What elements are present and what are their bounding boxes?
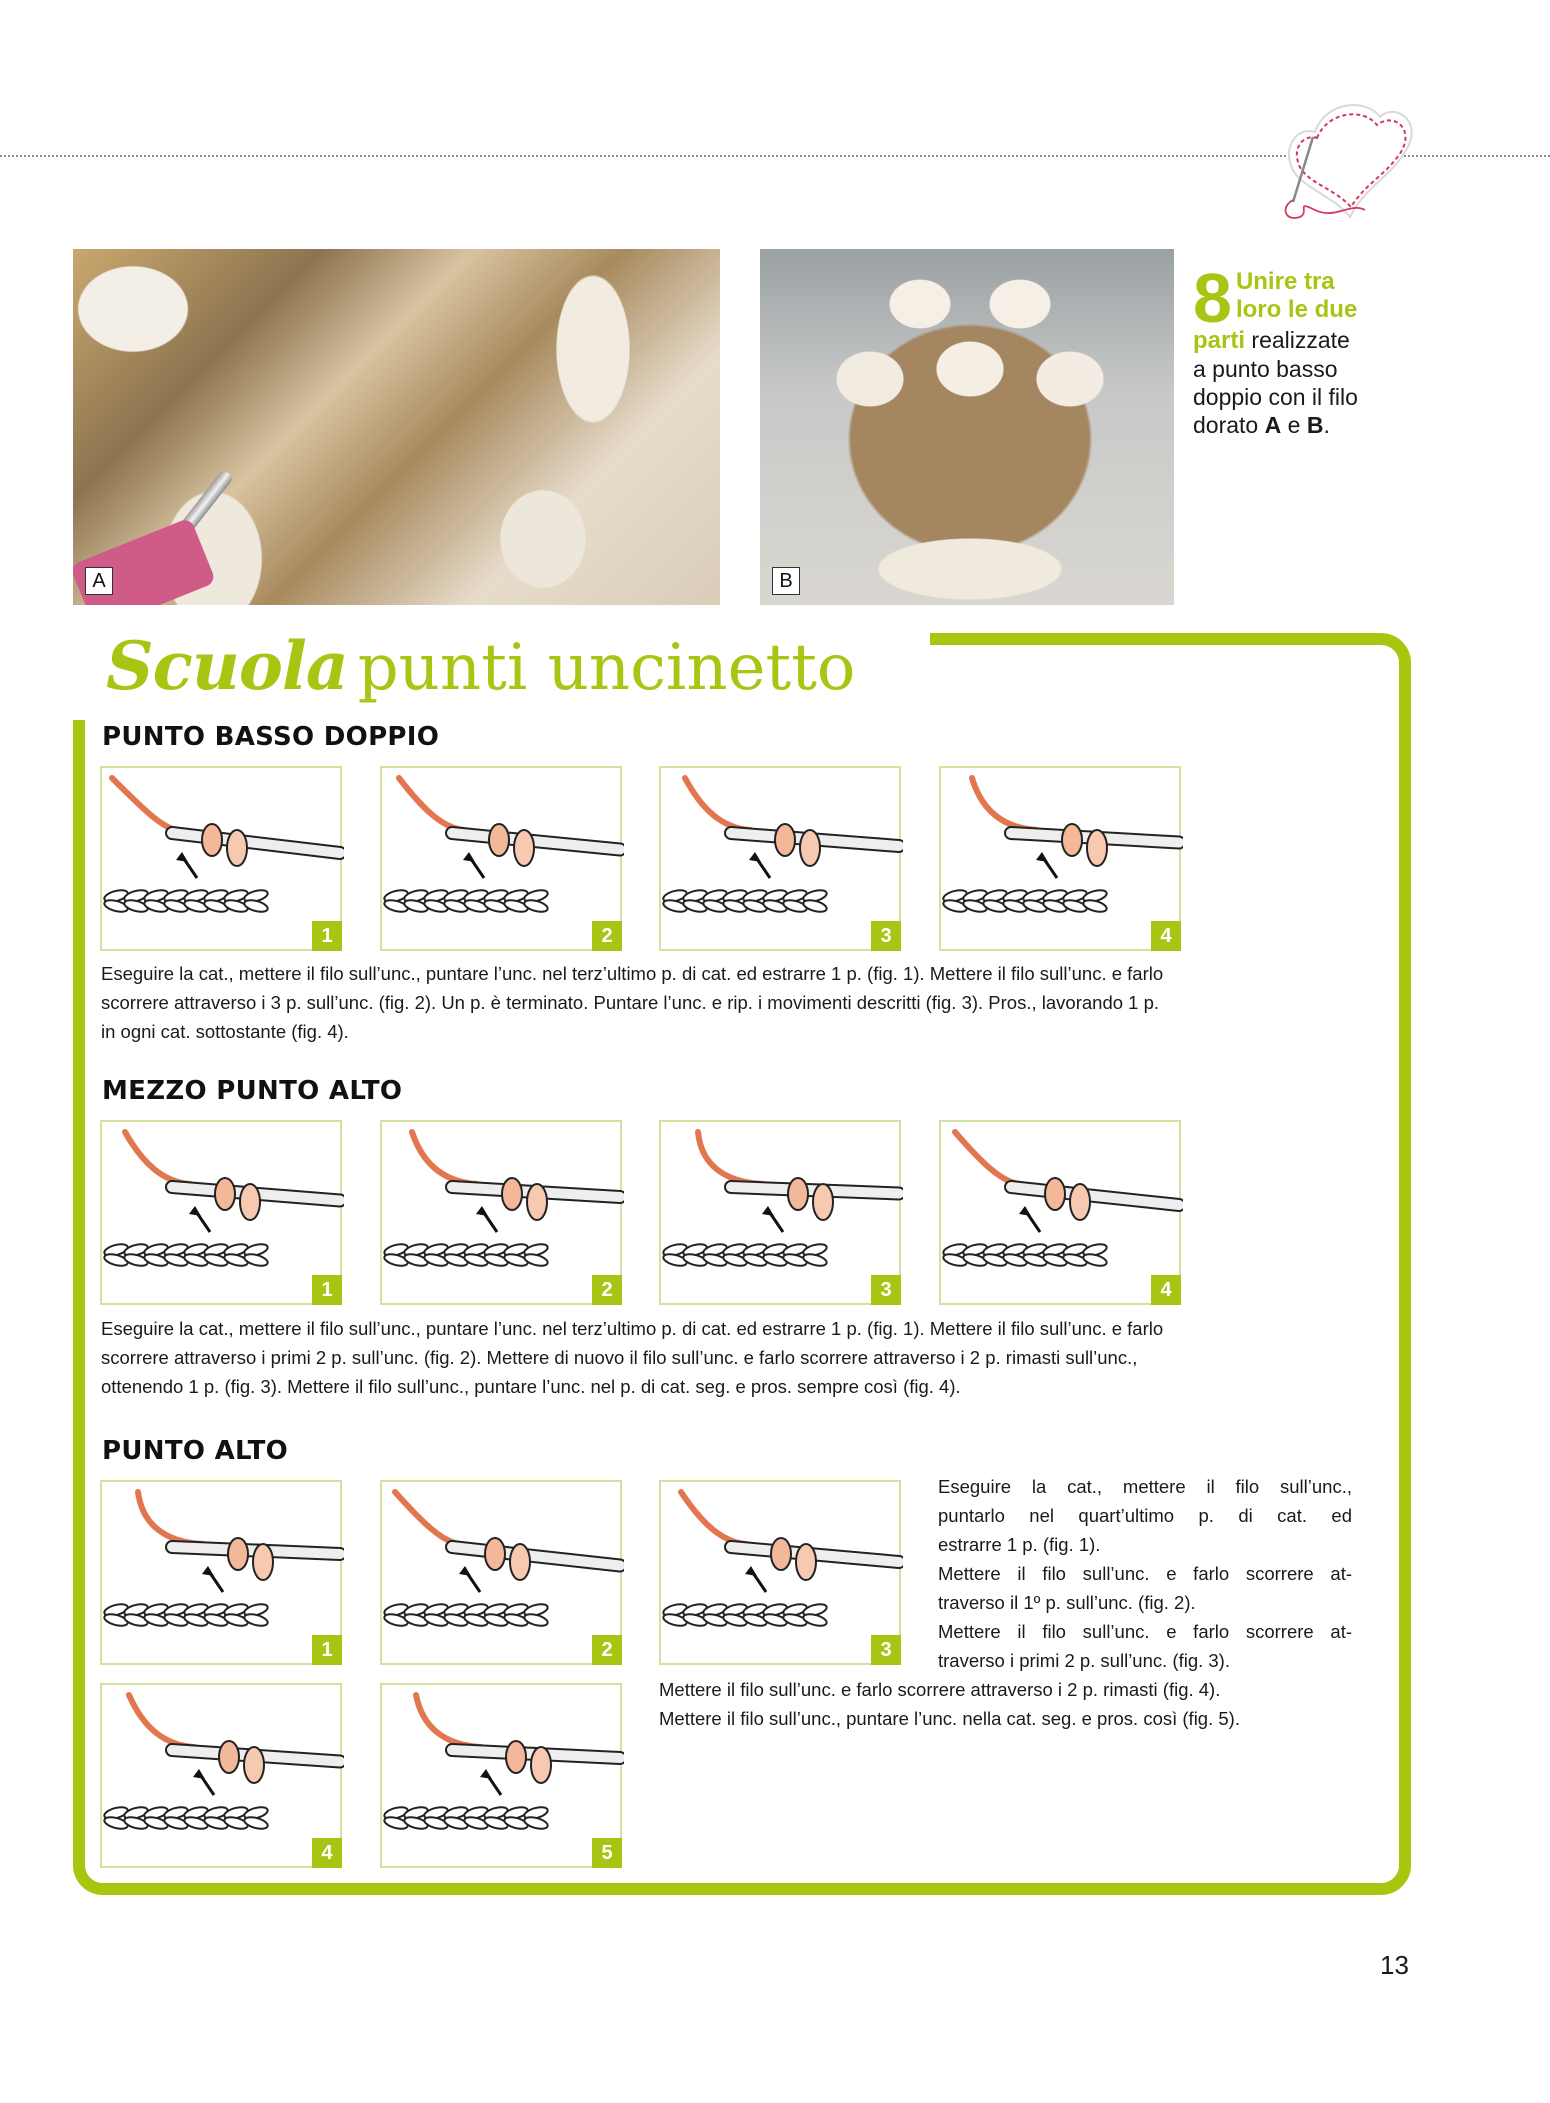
text-line: Eseguire la cat., mettere il filo sull’unc., puntare l’unc. nel terz’ultimo p. di cat. ed estrarre 1 p. (fig. 1). Mettere il filo sull’unc. e farlo: [101, 1318, 1164, 1339]
section-title-punto-alto: PUNTO ALTO: [102, 1436, 289, 1466]
step-bold-a: A: [1264, 412, 1282, 438]
figure-number-badge: 4: [1151, 921, 1181, 951]
figure-number-badge: 3: [871, 1275, 901, 1305]
crochet-illustration: [102, 768, 344, 953]
step-text-6: dorato: [1193, 412, 1265, 438]
stitch-figure: [100, 766, 342, 951]
step-end: .: [1323, 412, 1330, 438]
figure-number-badge: 1: [312, 1635, 342, 1665]
stitch-figure: [100, 1120, 342, 1305]
title-script: Scuola: [106, 627, 348, 705]
section-2-description: [101, 1314, 1361, 1401]
step-8-caption: [1193, 259, 1423, 439]
heart-needle-icon: [1255, 92, 1425, 232]
crochet-illustration: [102, 1482, 344, 1667]
text-line: traverso il 1º p. sull’unc. (fig. 2).: [938, 1592, 1196, 1613]
crochet-illustration: [382, 1482, 624, 1667]
stitch-figure: [659, 766, 901, 951]
stitch-figure: [659, 1480, 901, 1665]
text-line: Eseguire la cat., mettere il filo sull’unc., puntare l’unc. nel terz’ultimo p. di cat. ed estrarre 1 p. (fig. 1). Mettere il filo sull’unc. e farlo: [101, 963, 1164, 984]
step-line-3: [1193, 326, 1423, 355]
stitch-figure: [380, 1480, 622, 1665]
figure-number-badge: 2: [592, 1275, 622, 1305]
stitch-figure: [939, 1120, 1181, 1305]
step-highlight-1: Unire tra: [1235, 268, 1335, 295]
crochet-illustration: [382, 1122, 624, 1307]
text-line: in ogni cat. sottostante (fig. 4).: [101, 1021, 349, 1042]
section-title-punto-basso-doppio: PUNTO BASSO DOPPIO: [102, 722, 440, 752]
figure-number-badge: 3: [871, 1635, 901, 1665]
stitch-figure: [380, 766, 622, 951]
figure-number-badge: 1: [312, 921, 342, 951]
text-line: puntarlo nel quart’ultimo p. di cat. ed: [938, 1505, 1352, 1526]
crochet-illustration: [382, 768, 624, 953]
step-number: 8: [1193, 259, 1232, 337]
crochet-illustration: [382, 1685, 624, 1870]
step-line-5: doppio con il filo: [1193, 384, 1358, 410]
crochet-illustration: [661, 768, 903, 953]
step-highlight-3: parti: [1193, 327, 1246, 354]
section-1-description: [101, 959, 1361, 1046]
text-line: scorrere attraverso i 3 p. sull’unc. (fig. 2). Un p. è terminato. Puntare l’unc. e rip. i movimenti descritti (fig. 3). Pros., lavorando 1 p.: [101, 992, 1160, 1013]
crochet-illustration: [102, 1122, 344, 1307]
text-line: ottenendo 1 p. (fig. 3). Mettere il filo sull’unc., puntare l’unc. nel p. di cat. seg. e pros. sempre così (fig. 4).: [101, 1376, 961, 1397]
figure-number-badge: 5: [592, 1838, 622, 1868]
text-line: Mettere il filo sull’unc. e farlo scorrere attraverso i 2 p. rimasti (fig. 4).: [659, 1679, 1221, 1700]
step-text-3: realizzate: [1245, 327, 1350, 353]
section-3-bottom-description: [659, 1675, 1379, 1733]
figure-number-badge: 1: [312, 1275, 342, 1305]
figure-number-badge: 4: [312, 1838, 342, 1868]
figure-number-badge: 2: [592, 921, 622, 951]
text-line: estrarre 1 p. (fig. 1).: [938, 1534, 1101, 1555]
section-3-side-description: [938, 1472, 1352, 1675]
stitch-figure: [100, 1480, 342, 1665]
figure-number-badge: 2: [592, 1635, 622, 1665]
step-line-6: [1193, 411, 1423, 439]
step-line-4: a punto basso: [1193, 356, 1338, 382]
stitch-figure: [659, 1120, 901, 1305]
page-number: 13: [1380, 1950, 1409, 1980]
text-line: Eseguire la cat., mettere il filo sull’unc.,: [938, 1476, 1352, 1497]
stitch-figure: [939, 766, 1181, 951]
photo-label-b: B: [772, 567, 800, 595]
crochet-illustration: [661, 1122, 903, 1307]
section-title-mezzo-punto-alto: MEZZO PUNTO ALTO: [102, 1076, 403, 1106]
crochet-illustration: [941, 1122, 1183, 1307]
text-line: Mettere il filo sull’unc., puntare l’unc. nella cat. seg. e pros. così (fig. 5).: [659, 1708, 1240, 1729]
photo-b: [760, 249, 1174, 605]
school-title: [106, 627, 855, 705]
step-bold-b: B: [1306, 412, 1324, 438]
text-line: scorrere attraverso i primi 2 p. sull’unc. (fig. 2). Mettere di nuovo il filo sull’unc. e farlo scorrere attraverso i 2 p. rimasti sull’unc.,: [101, 1347, 1138, 1368]
step-highlight-2: loro le due: [1235, 296, 1358, 323]
crochet-illustration: [941, 768, 1183, 953]
text-line: Mettere il filo sull’unc. e farlo scorrere at-: [938, 1563, 1352, 1584]
step-conj: e: [1281, 412, 1307, 438]
text-line: Mettere il filo sull’unc. e farlo scorrere at-: [938, 1621, 1352, 1642]
photo-a: [73, 249, 720, 605]
crochet-illustration: [661, 1482, 903, 1667]
figure-number-badge: 3: [871, 921, 901, 951]
stitch-figure: [380, 1120, 622, 1305]
title-rest: punti uncinetto: [357, 631, 856, 705]
crochet-illustration: [102, 1685, 344, 1870]
stitch-figure: [100, 1683, 342, 1868]
stitch-figure: [380, 1683, 622, 1868]
photo-label-a: A: [85, 567, 113, 595]
figure-number-badge: 4: [1151, 1275, 1181, 1305]
text-line: traverso i primi 2 p. sull’unc. (fig. 3).: [938, 1650, 1230, 1671]
